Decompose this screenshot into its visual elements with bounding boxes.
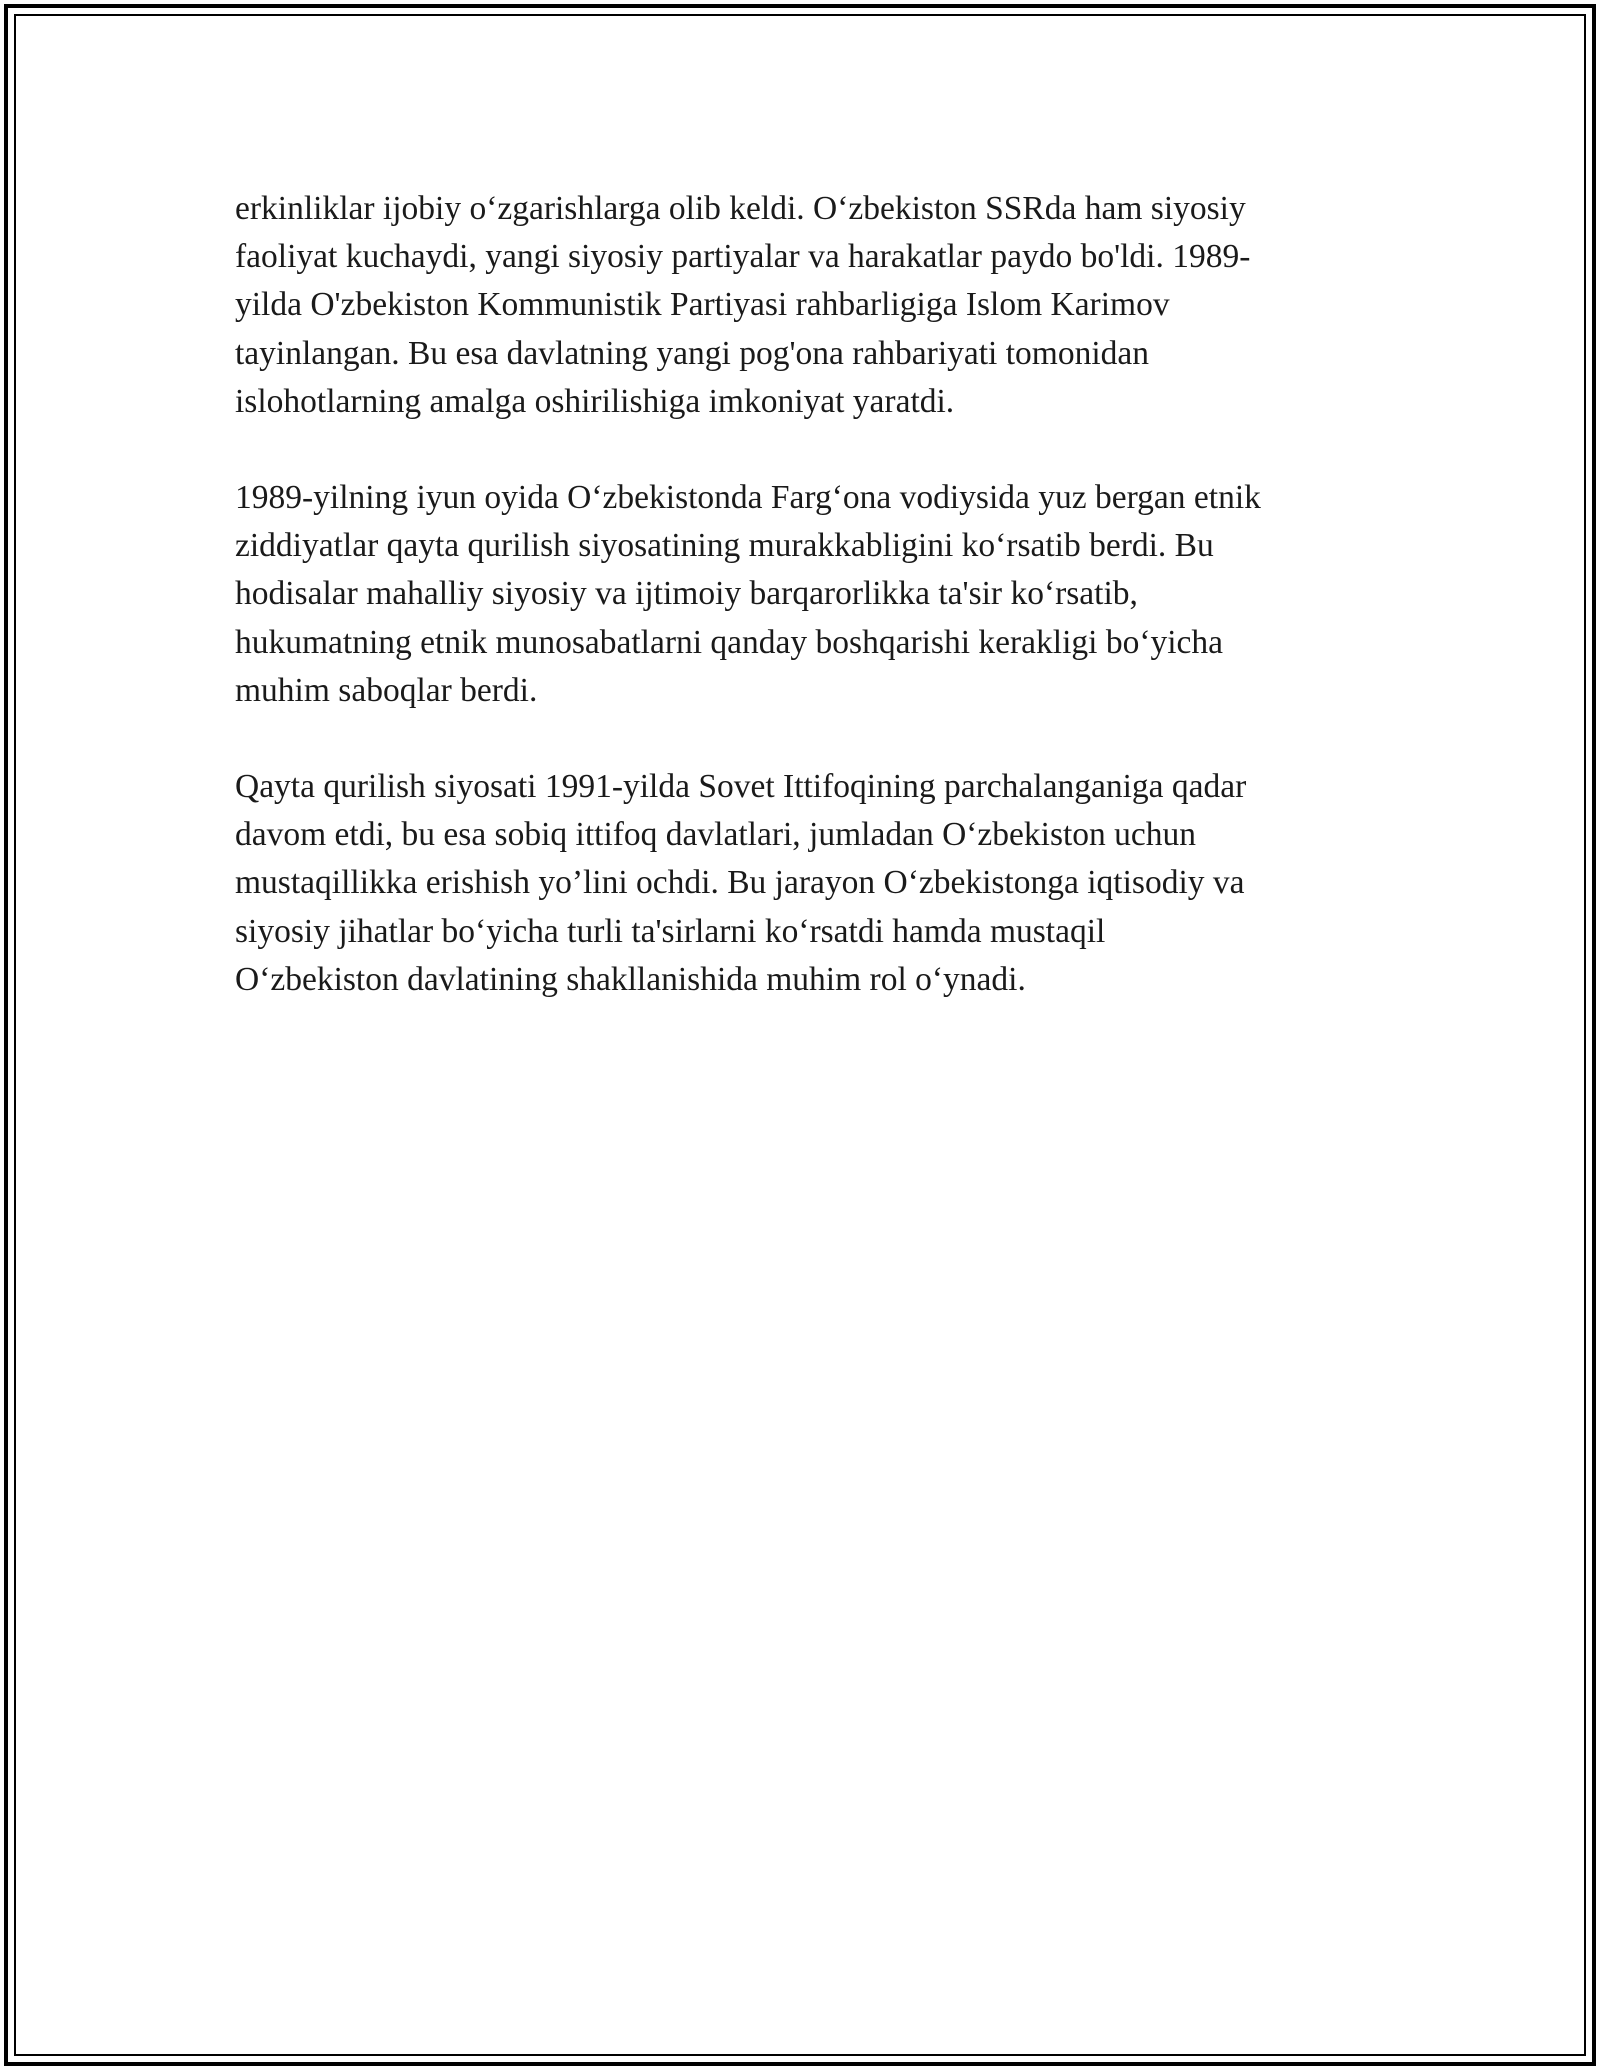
paragraph-3: Qayta qurilish siyosati 1991-yilda Sovet Ittifoqining parchalanganiga qadar davom etdi, bu esa sobiq ittifoq davlatlari, jumladan O‘zbekiston uchun mustaqillikka erishish yo’lini ochdi. Bu jarayon O‘zbekistonga iqtisodiy va siyosiy jihatlar bo‘yicha turli ta'sirlarni ko‘rsatdi hamda mustaqil O‘zbekiston davlatining shakllanishida muhim rol o‘ynadi. bbox=[235, 768, 1247, 998]
paragraph-2: 1989-yilning iyun oyida O‘zbekistonda Farg‘ona vodiysida yuz bergan etnik ziddiyatlar qayta qurilish siyosatining murakkabligini ko‘rsatib berdi. Bu hodisalar mahalliy siyosiy va ijtimoiy barqarorlikka ta'sir ko‘rsatib, hukumatning etnik munosabatlarni qanday boshqarishi kerakligi bo‘yicha muhim saboqlar berdi. bbox=[235, 479, 1261, 709]
paragraph-1: erkinliklar ijobiy o‘zgarishlarga olib keldi. O‘zbekiston SSRda ham siyosiy faoliyat kuchaydi, yangi siyosiy partiyalar va harakatlar paydo bo'ldi. 1989- yilda O'zbekiston Kommunistik Partiyasi rahbarligiga Islom Karimov tayinlangan. Bu esa davlatning yangi pog'ona rahbariyati tomonidan islohotlarning amalga oshirilishiga imkoniyat yaratdi. bbox=[235, 190, 1251, 420]
document-body bbox=[235, 185, 1375, 1052]
